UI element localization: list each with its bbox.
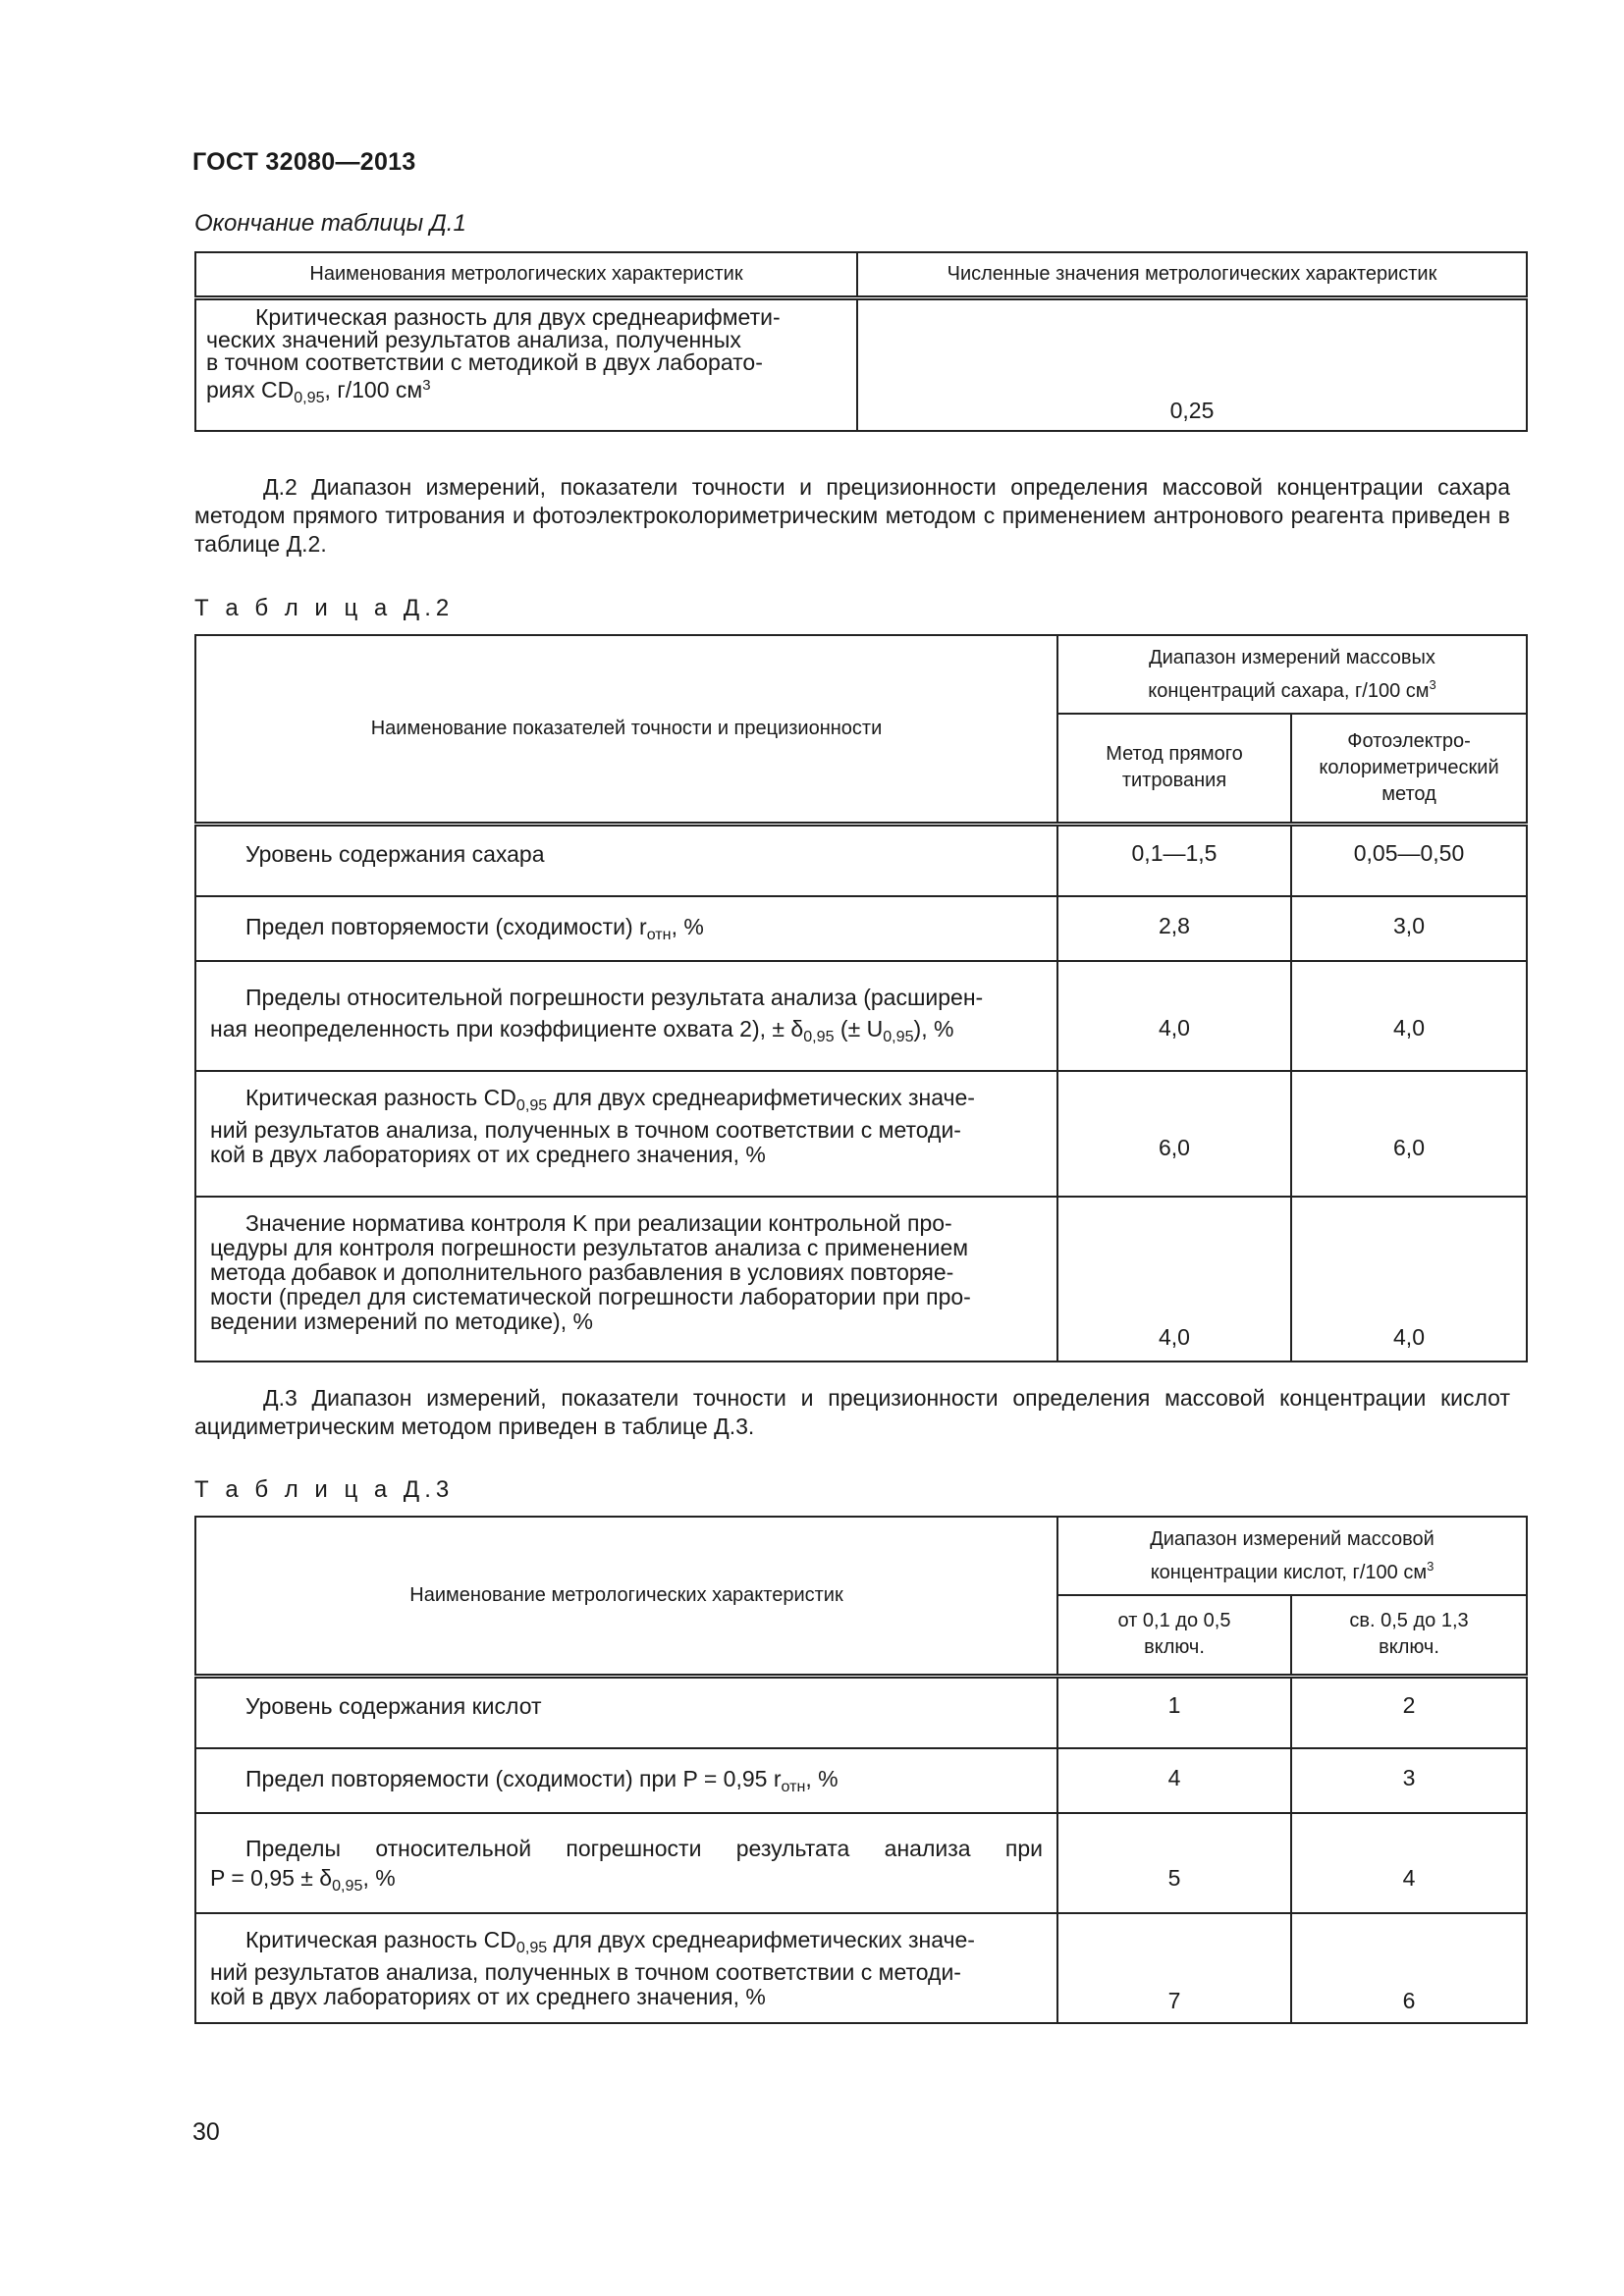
t2-row-repeatability: Предел повторяемости (сходимости) $r_{отн}$, % (195, 896, 1057, 961)
t2-row4-v2: 6,0 (1291, 1071, 1527, 1197)
table3-caption: Т а б л и ц а Д.3 (194, 1476, 455, 1503)
t3-header-range: Диапазон измерений массовой концентрации кислот, г/100 $см^3$ (1057, 1517, 1527, 1595)
t3-row2-v2: 3 (1291, 1748, 1527, 1813)
table-d2 (194, 634, 1528, 1362)
page-number: 30 (192, 2118, 220, 2146)
t2-subheader-photocolorimetric: Фотоэлектро-колориметрический метод (1291, 714, 1527, 824)
t3-row-repeatability: Предел повторяемости (сходимости) при P = 0,95 $r_{отн}$, % (195, 1748, 1057, 1813)
paragraph-d3: Д.3 Диапазон измерений, показатели точности и прецизионности определения массовой концентрации кислот ацидиметрическим методом приведен в таблице Д.3. (194, 1385, 1510, 1439)
t1-row-label: Критическая разность для двух среднеарифмети- ческих значений результатов анализа, полученных в точном соответствии с методикой в двух лаборато- риях $CD_{0,95}$, г/100 $см^3$ (195, 297, 857, 431)
t3-row2-v1: 4 (1057, 1748, 1291, 1813)
document-code: ГОСТ 32080—2013 (192, 148, 416, 176)
t3-row-relative-error: Пределы относительной погрешности результата анализа при $P = 0,95 \pm \delta_{0,95}$, % (195, 1813, 1057, 1913)
table-d3 (194, 1516, 1528, 2024)
t3-row3-v1: 5 (1057, 1813, 1291, 1913)
t2-row2-v2: 3,0 (1291, 896, 1527, 961)
t2-row4-v1: 6,0 (1057, 1071, 1291, 1197)
t3-subheader-range1: от 0,1 до 0,5 включ. (1057, 1595, 1291, 1676)
t2-row3-v1: 4,0 (1057, 961, 1291, 1071)
t2-row-sugar-level: Уровень содержания сахара (195, 824, 1057, 896)
t2-row2-v1: 2,8 (1057, 896, 1291, 961)
t2-row3-v2: 4,0 (1291, 961, 1527, 1071)
t2-header-range: Диапазон измерений массовых концентраций сахара, г/100 $см^3$ (1057, 635, 1527, 714)
t2-row1-v2: 0,05—0,50 (1291, 824, 1527, 896)
t3-row4-v2: 6 (1291, 1913, 1527, 2023)
table1-caption: Окончание таблицы Д.1 (194, 210, 466, 237)
t2-row-control-norm: Значение норматива контроля K при реализации контрольной про- цедуры для контроля погрешности результатов анализа с применением метода добавок и дополнительного разбавления в условиях повторяе- мости (предел для систематической погрешности лаборатории при про- ведении измерений по методике), % (195, 1197, 1057, 1362)
t2-row-critical-difference: Критическая разность $CD_{0,95}$ для двух среднеарифметических значе- ний результатов анализа, полученных в точном соответствии с методи- кой в двух лабораториях от их среднего значения, % (195, 1071, 1057, 1197)
t3-row4-v1: 7 (1057, 1913, 1291, 2023)
t3-row1-v1: 1 (1057, 1676, 1291, 1748)
table2-caption: Т а б л и ц а Д.2 (194, 595, 455, 621)
t3-subheader-range2: св. 0,5 до 1,3 включ. (1291, 1595, 1527, 1676)
t2-row5-v1: 4,0 (1057, 1197, 1291, 1362)
t2-row-relative-error: Пределы относительной погрешности результата анализа (расширен- ная неопределенность при коэффициенте охвата 2), ± $\delta_{0,95}$ (± $U_{0,95}$), % (195, 961, 1057, 1071)
t1-row-value: 0,25 (857, 297, 1527, 431)
t2-header-name: Наименование показателей точности и прецизионности (195, 635, 1057, 824)
t1-header-values: Численные значения метрологических характеристик (857, 252, 1527, 297)
paragraph-d2: Д.2 Диапазон измерений, показатели точности и прецизионности определения массовой концентрации сахара методом прямого титрования и фотоэлектроколориметрическим методом с применением антронового реагента приведен в таблице Д.2. (194, 474, 1510, 557)
t3-row-critical-difference: Критическая разность $CD_{0,95}$ для двух среднеарифметических значе- ний результатов анализа, полученных в точном соответствии с методи- кой в двух лабораториях от их среднего значения, % (195, 1913, 1057, 2023)
t3-row3-v2: 4 (1291, 1813, 1527, 1913)
t3-row1-v2: 2 (1291, 1676, 1527, 1748)
t2-subheader-titration: Метод прямого титрования (1057, 714, 1291, 824)
t3-row-acid-level: Уровень содержания кислот (195, 1676, 1057, 1748)
t1-header-name: Наименования метрологических характеристик (195, 252, 857, 297)
t2-row1-v1: 0,1—1,5 (1057, 824, 1291, 896)
t3-header-name: Наименование метрологических характеристик (195, 1517, 1057, 1676)
table-d1-end (194, 251, 1528, 432)
t2-row5-v2: 4,0 (1291, 1197, 1527, 1362)
